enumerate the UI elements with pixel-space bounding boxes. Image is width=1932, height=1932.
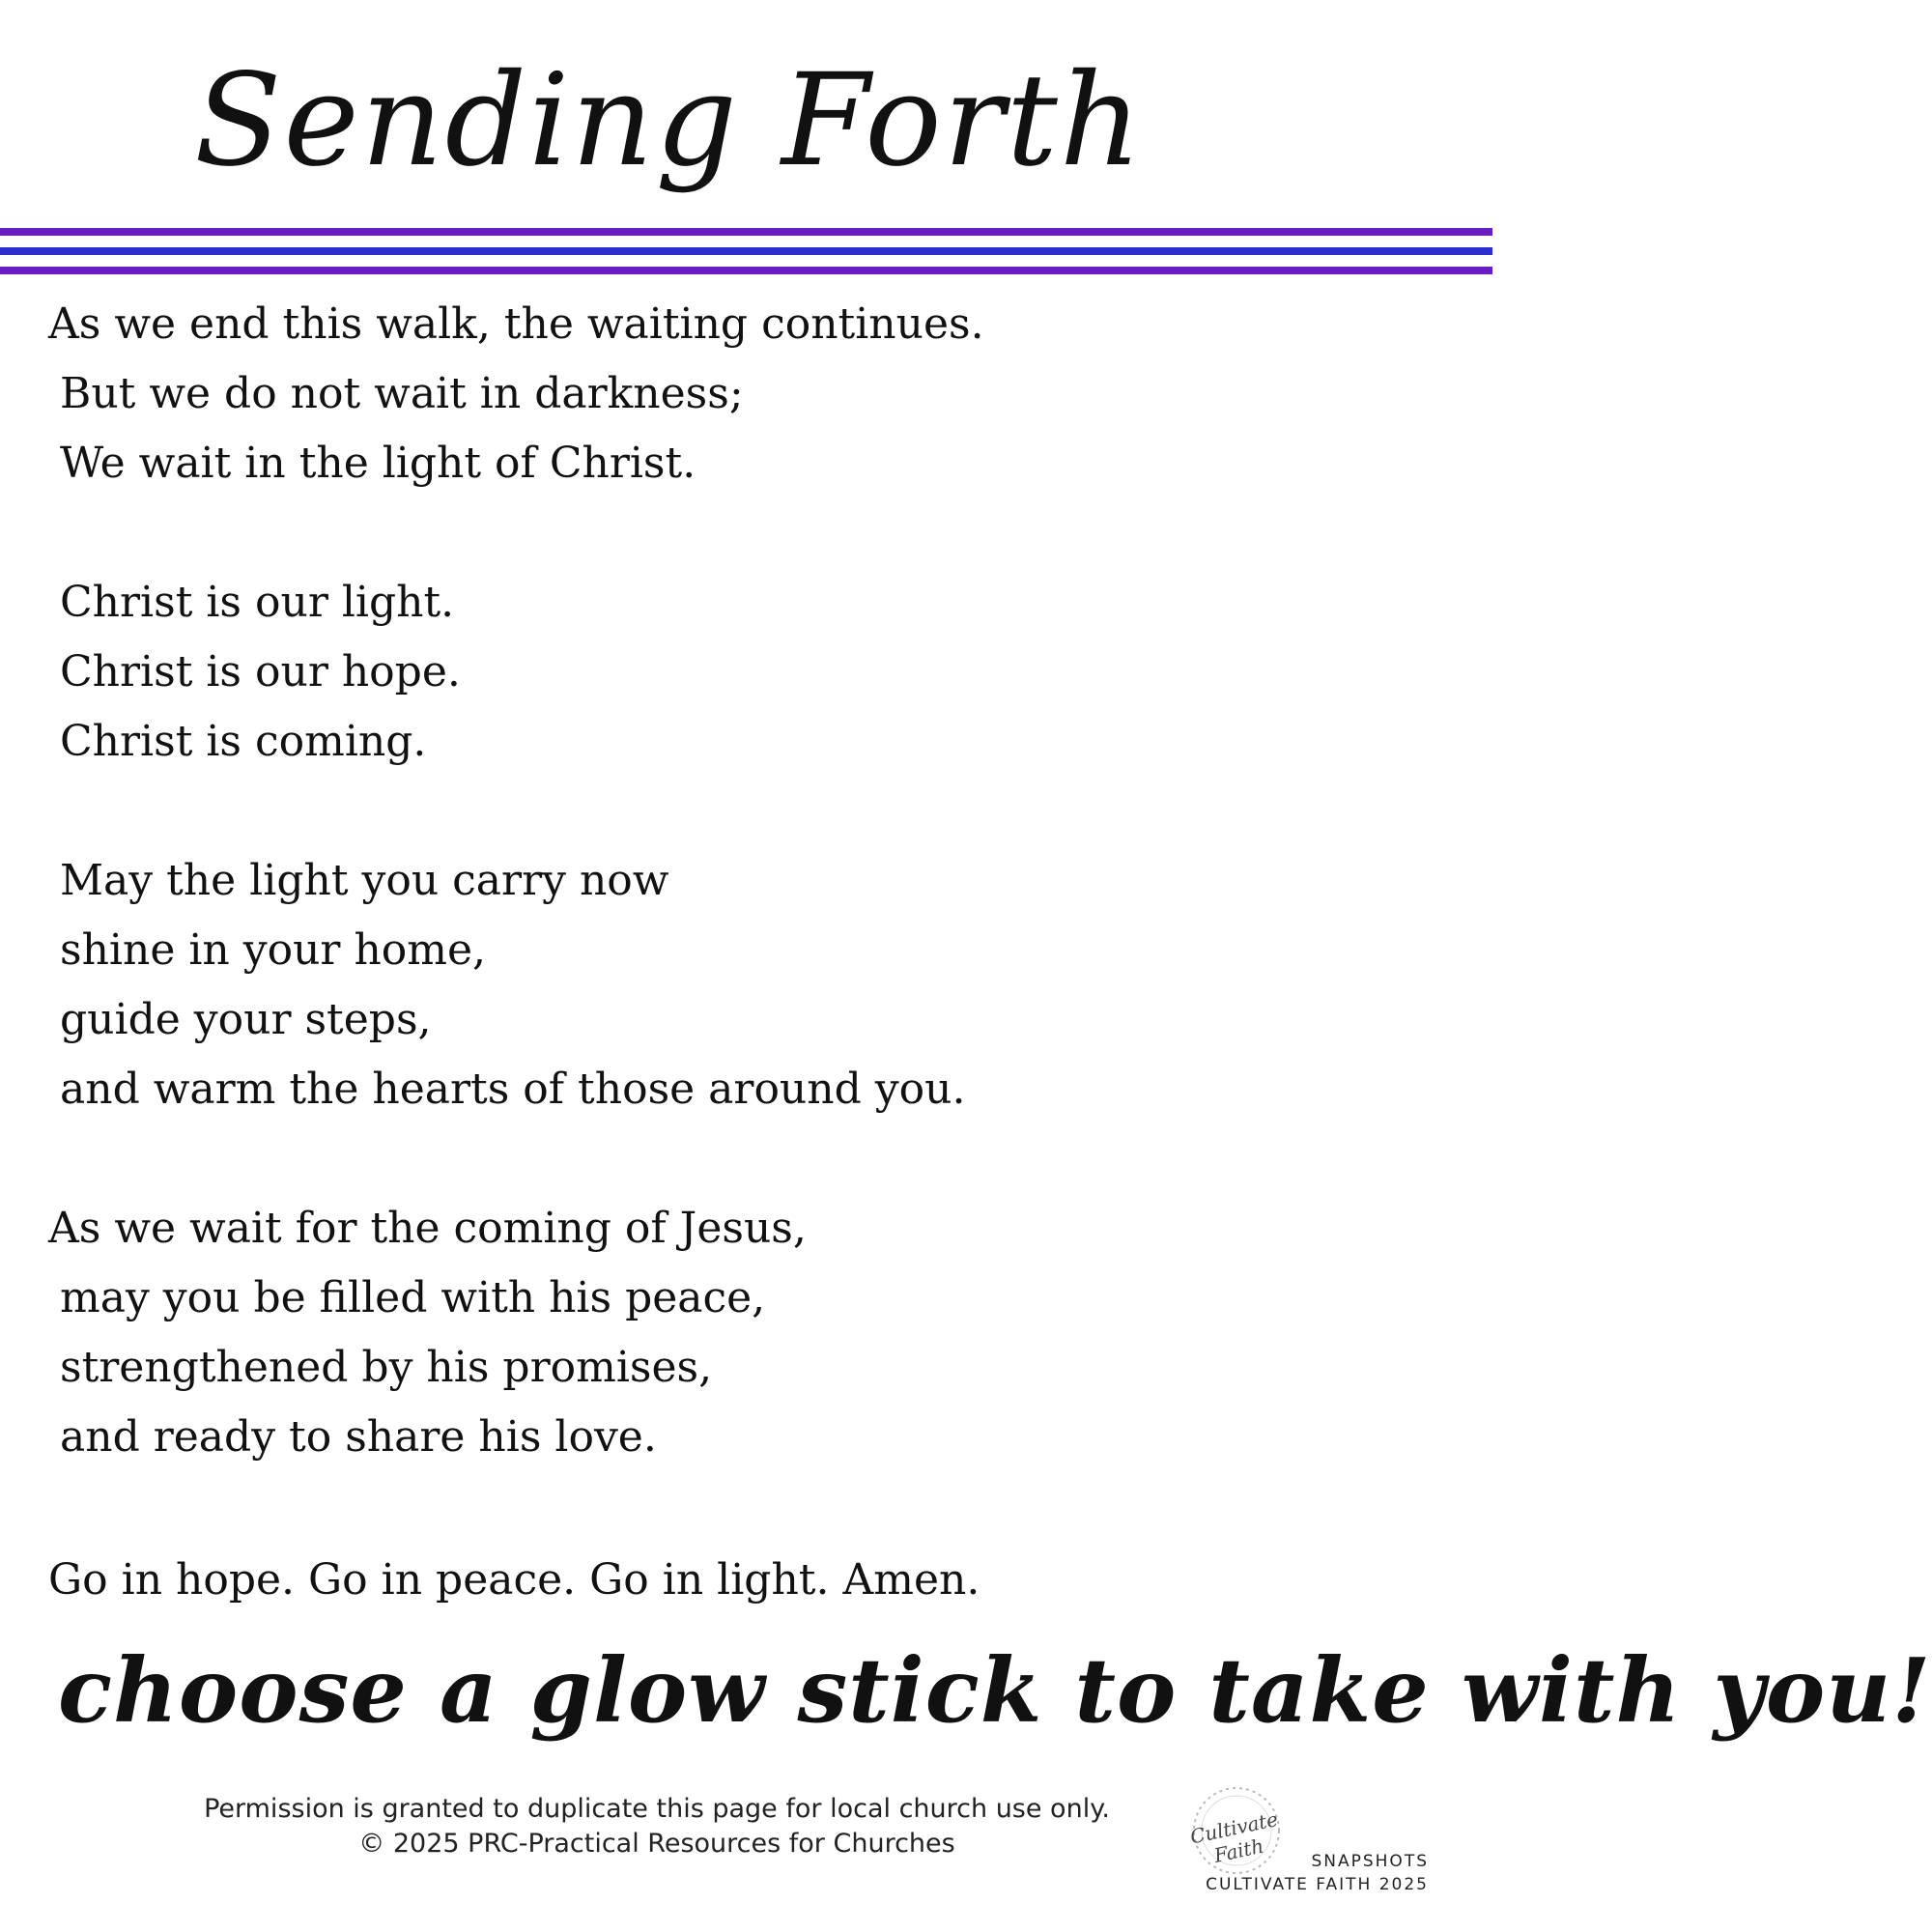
stanza-line: and warm the hearts of those around you. — [60, 1065, 966, 1114]
stanza-line: May the light you carry now — [60, 856, 669, 905]
stanza-line: shine in your home, — [60, 925, 487, 975]
stanza-line: But we do not wait in darkness; — [60, 369, 744, 418]
stanza-3 — [48, 846, 1111, 1124]
series-line-2: CULTIVATE FAITH 2025 — [1206, 1875, 1429, 1894]
stanza-line: Christ is our hope. — [60, 647, 461, 696]
stanza-line: strengthened by his promises, — [60, 1343, 713, 1392]
stanza-4 — [48, 1194, 1111, 1472]
logo-text: Cultivate Faith — [1187, 1806, 1281, 1867]
stanza-2 — [48, 568, 1111, 777]
stripe-middle — [0, 247, 1492, 255]
copyright-text: © 2025 PRC-Practical Resources for Churches — [358, 1829, 955, 1859]
permission-text: Permission is granted to duplicate this page for local church use only. — [204, 1794, 1110, 1824]
stanza-line: and ready to share his love. — [60, 1412, 657, 1462]
stanza-line: may you be filled with his peace, — [60, 1273, 766, 1322]
stripe-top — [0, 228, 1492, 236]
page-title: Sending Forth — [194, 46, 1144, 195]
stanza-1 — [48, 290, 1111, 498]
stanza-line: Christ is our light. — [60, 578, 455, 627]
blessing-text — [48, 290, 1111, 1542]
stripe-bottom — [0, 267, 1492, 274]
glow-stick-callout: choose a glow stick to take with you! — [58, 1638, 1932, 1743]
stanza-line: Christ is coming. — [60, 717, 427, 766]
permission-notice — [174, 1792, 1140, 1861]
series-line-1: SNAPSHOTS — [1311, 1852, 1429, 1871]
series-label — [1206, 1850, 1429, 1896]
stanza-line: As we wait for the coming of Jesus, — [48, 1204, 807, 1253]
stanza-line: We wait in the light of Christ. — [60, 439, 696, 488]
stanza-line: As we end this walk, the waiting continues. — [48, 299, 984, 349]
header-divider-stripes — [0, 228, 1492, 276]
closing-line: Go in hope. Go in peace. Go in light. Amen. — [48, 1555, 980, 1605]
stanza-line: guide your steps, — [60, 995, 432, 1044]
